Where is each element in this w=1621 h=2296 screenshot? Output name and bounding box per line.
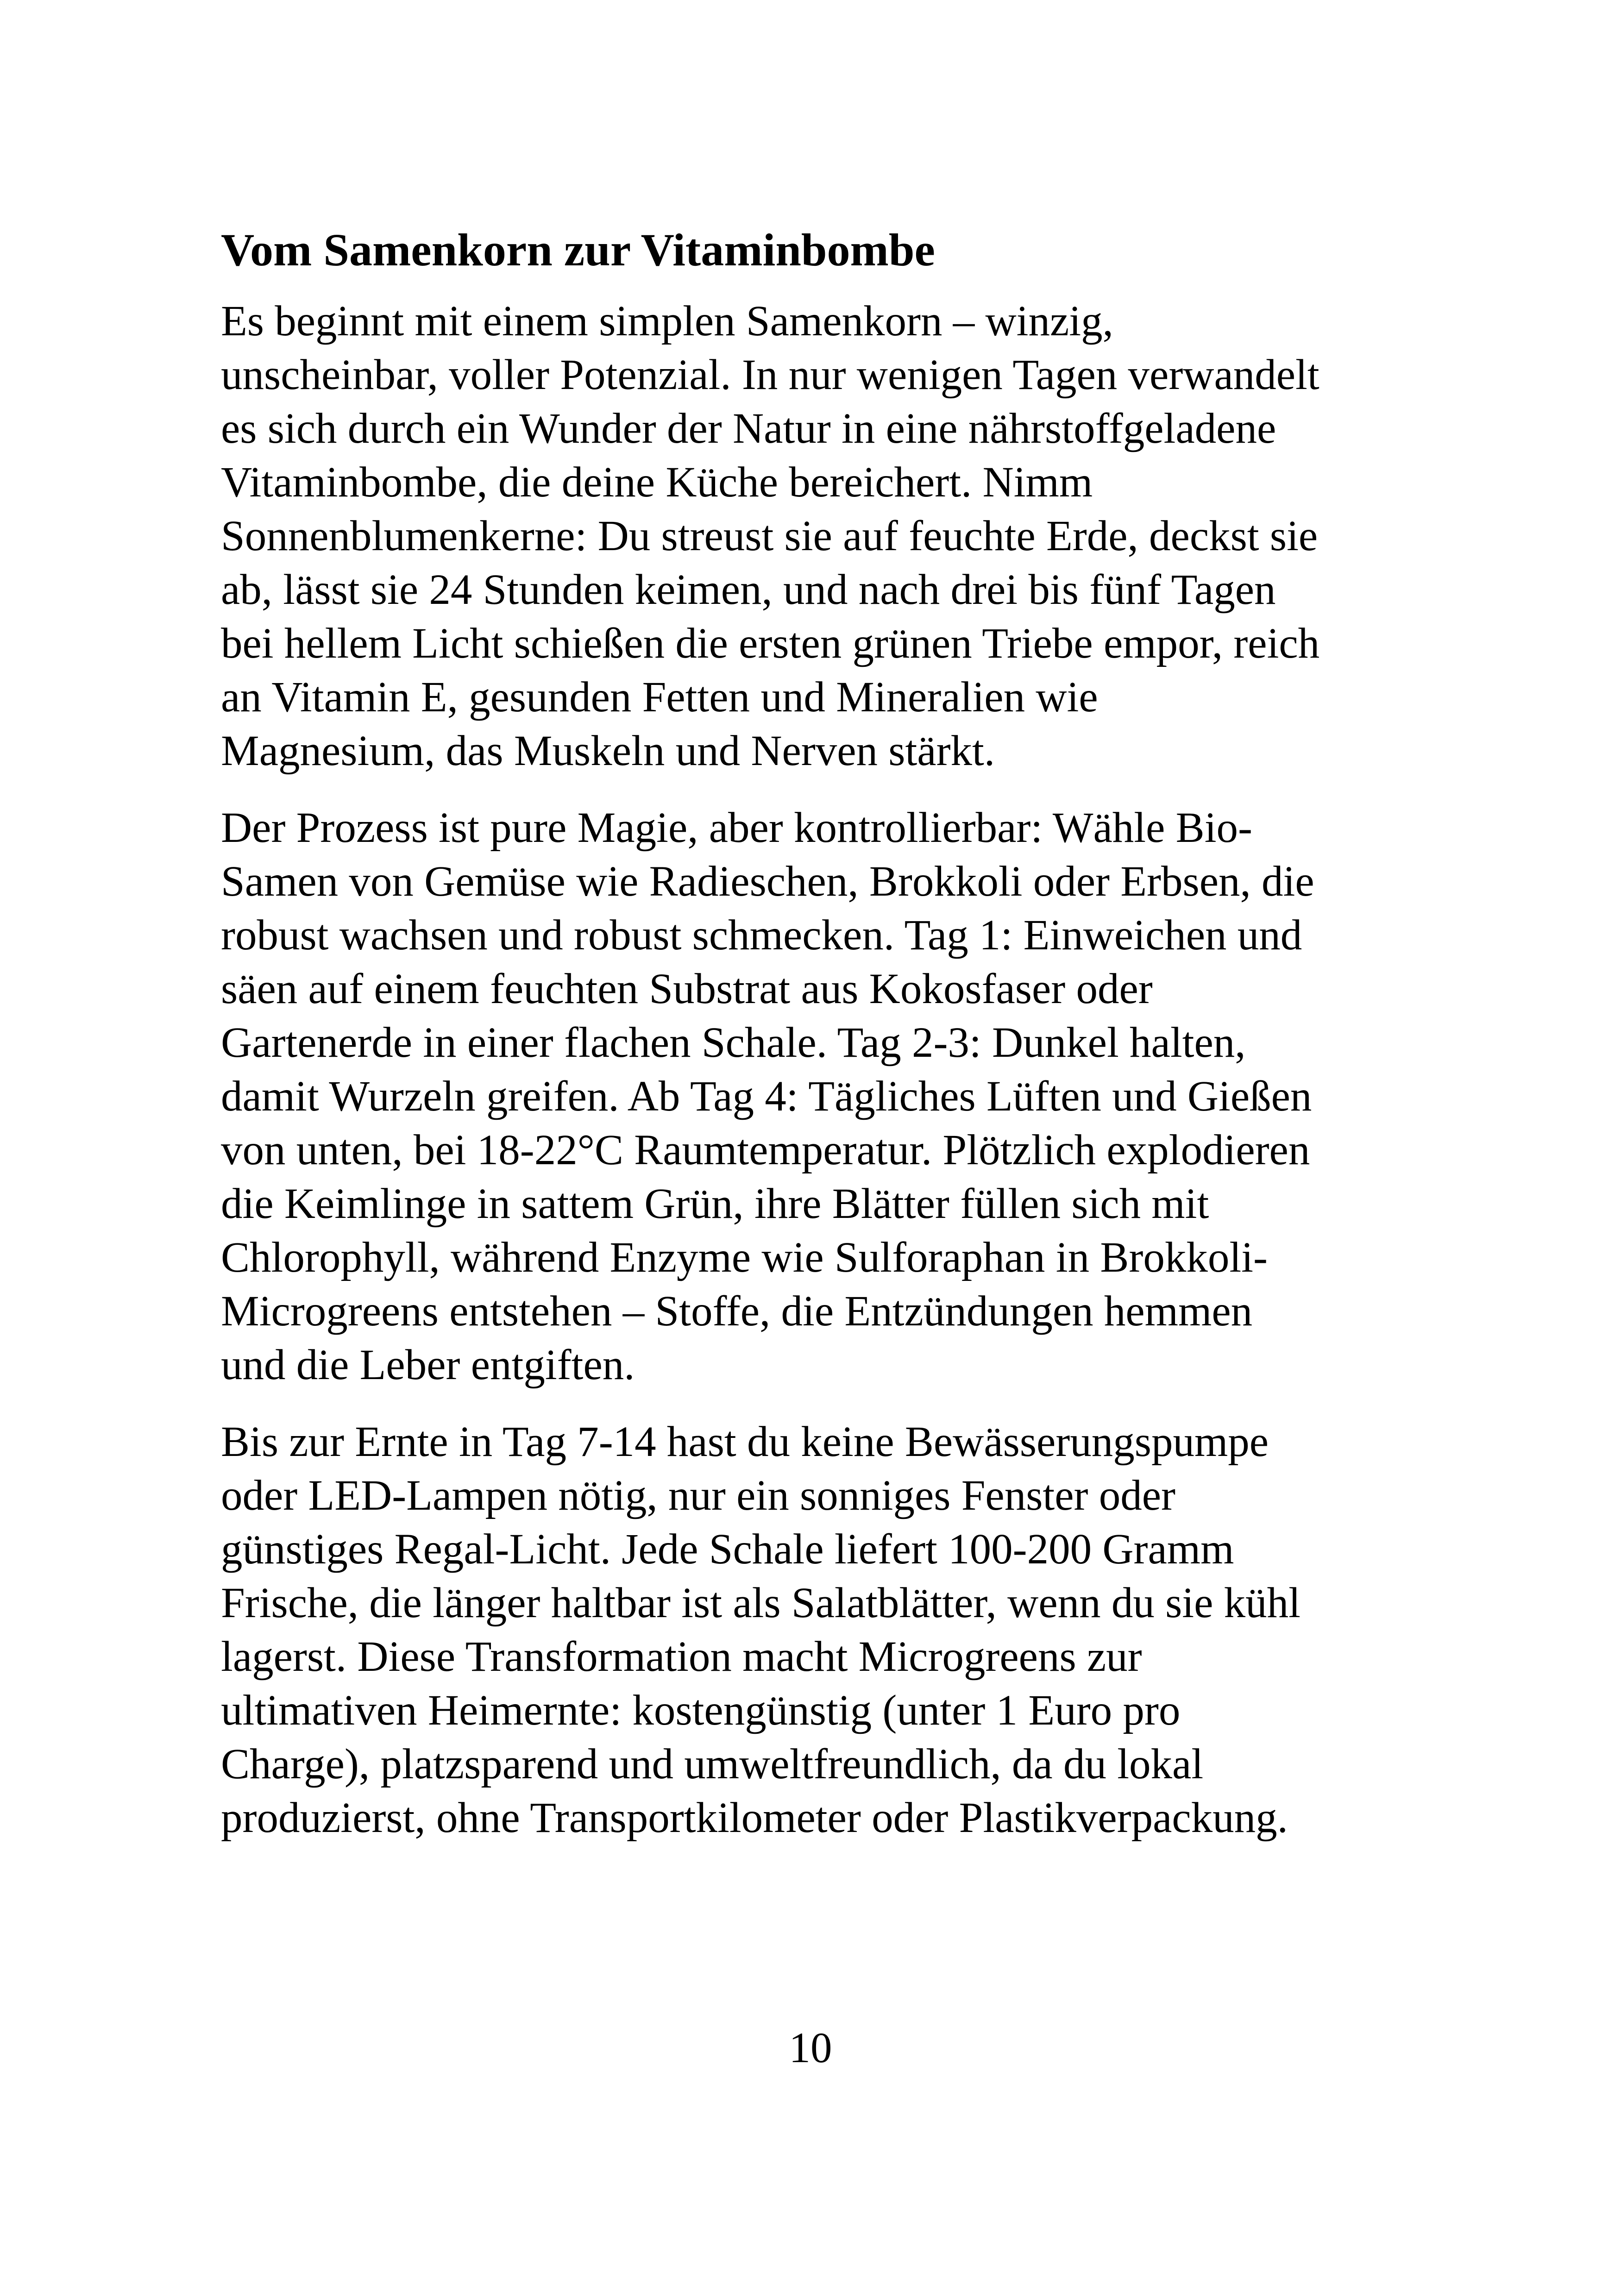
text-line: Microgreens entstehen – Stoffe, die Entzündungen hemmen xyxy=(221,1287,1253,1335)
text-line: ab, lässt sie 24 Stunden keimen, und nach drei bis fünf Tagen xyxy=(221,566,1276,614)
text-line: Sonnenblumenkerne: Du streust sie auf feuchte Erde, deckst sie xyxy=(221,512,1318,560)
text-line: es sich durch ein Wunder der Natur in eine nährstoffgeladene xyxy=(221,405,1276,452)
text-line: Frische, die länger haltbar ist als Salatblätter, wenn du sie kühl xyxy=(221,1579,1301,1627)
text-line: Samen von Gemüse wie Radieschen, Brokkoli oder Erbsen, die xyxy=(221,858,1314,905)
chapter-heading: Vom Samenkorn zur Vitaminbombe xyxy=(221,224,935,276)
text-line: Der Prozess ist pure Magie, aber kontrollierbar: Wähle Bio- xyxy=(221,804,1253,852)
text-line: Bis zur Ernte in Tag 7-14 hast du keine Bewässerungspumpe xyxy=(221,1418,1269,1466)
text-line: säen auf einem feuchten Substrat aus Kokosfaser oder xyxy=(221,965,1153,1013)
paragraph-2 xyxy=(221,801,1420,1392)
page-number: 10 xyxy=(789,2024,832,2072)
text-line: ultimativen Heimernte: kostengünstig (unter 1 Euro pro xyxy=(221,1687,1181,1734)
text-line: robust wachsen und robust schmecken. Tag 1: Einweichen und xyxy=(221,911,1302,959)
text-line: und die Leber entgiften. xyxy=(221,1341,635,1389)
text-line: Gartenerde in einer flachen Schale. Tag 2-3: Dunkel halten, xyxy=(221,1019,1246,1066)
paragraph-1 xyxy=(221,295,1420,778)
text-line: Chlorophyll, während Enzyme wie Sulforaphan in Brokkoli- xyxy=(221,1234,1268,1281)
text-line: unscheinbar, voller Potenzial. In nur wenigen Tagen verwandelt xyxy=(221,351,1319,399)
text-line: oder LED-Lampen nötig, nur ein sonniges Fenster oder xyxy=(221,1472,1175,1519)
paragraph-3 xyxy=(221,1415,1420,1845)
text-line: an Vitamin E, gesunden Fetten und Mineralien wie xyxy=(221,673,1098,721)
text-line: lagerst. Diese Transformation macht Microgreens zur xyxy=(221,1633,1142,1681)
text-line: damit Wurzeln greifen. Ab Tag 4: Tägliches Lüften und Gießen xyxy=(221,1073,1312,1120)
text-line: Magnesium, das Muskeln und Nerven stärkt. xyxy=(221,727,995,775)
text-line: die Keimlinge in sattem Grün, ihre Blätter füllen sich mit xyxy=(221,1180,1209,1228)
text-line: günstiges Regal-Licht. Jede Schale liefert 100-200 Gramm xyxy=(221,1525,1234,1573)
page-content xyxy=(221,218,1420,1868)
text-line: von unten, bei 18-22°C Raumtemperatur. Plötzlich explodieren xyxy=(221,1126,1310,1174)
text-line: bei hellem Licht schießen die ersten grünen Triebe empor, reich xyxy=(221,620,1320,667)
text-line: Es beginnt mit einem simplen Samenkorn – winzig, xyxy=(221,297,1113,345)
text-line: Charge), platzsparend und umweltfreundlich, da du lokal xyxy=(221,1740,1204,1788)
text-line: Vitaminbombe, die deine Küche bereichert. Nimm xyxy=(221,458,1093,506)
text-line: produzierst, ohne Transportkilometer oder Plastikverpackung. xyxy=(221,1794,1288,1842)
